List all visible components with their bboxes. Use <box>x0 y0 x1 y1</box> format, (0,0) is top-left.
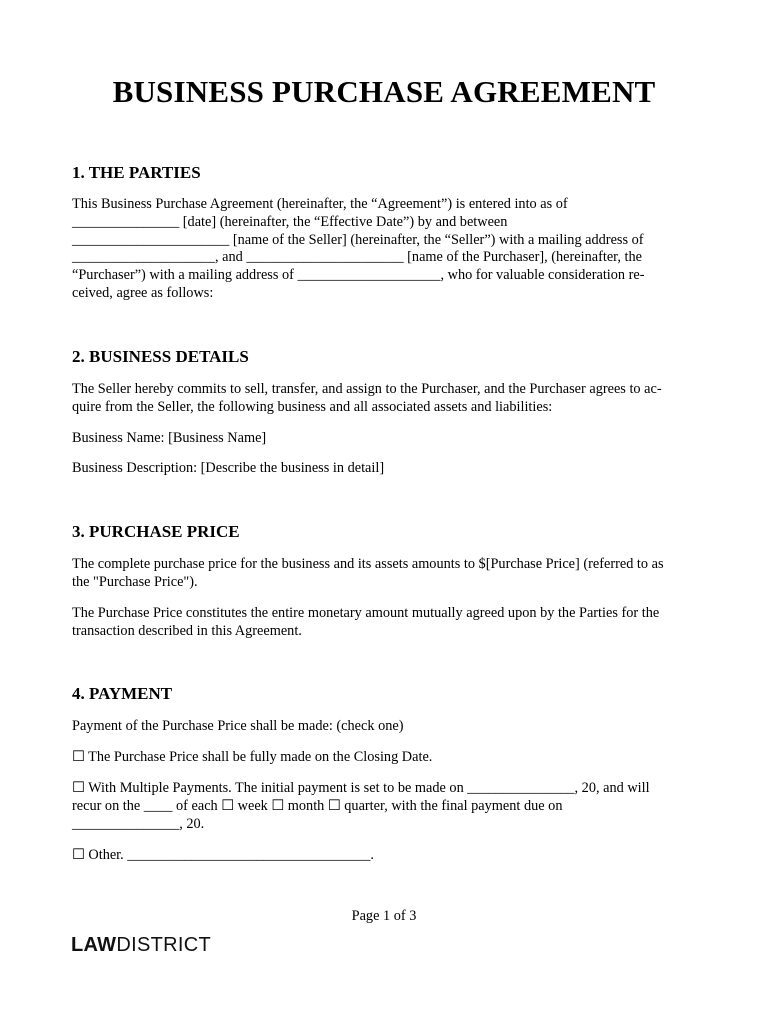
section-heading-purchase-price: 3. PURCHASE PRICE <box>72 522 240 541</box>
text-line: quire from the Seller, the following business and all associated assets and liabilities: <box>72 398 553 415</box>
business-description-line: Business Description: [Describe the business in detail] <box>72 460 385 476</box>
text-line: ____________________, and ______________________ [name of the Purchaser], (hereinafter, the <box>72 249 642 266</box>
logo-law-text: LAW <box>71 934 117 956</box>
section-heading-payment: 4. PAYMENT <box>72 684 173 703</box>
text-line: ceived, agree as follows: <box>72 284 214 301</box>
lawdistrict-logo <box>71 934 211 957</box>
text-line: ☐ With Multiple Payments. The initial payment is set to be made on _______________, 20, and will <box>72 780 650 796</box>
business-name-line: Business Name: [Business Name] <box>72 430 267 446</box>
purchase-price-paragraph-1 <box>72 556 698 592</box>
document-title: BUSINESS PURCHASE AGREEMENT <box>112 74 656 109</box>
text-line: ______________________ [name of the Seller] (hereinafter, the “Seller”) with a mailing address of <box>72 231 644 248</box>
section-heading-business-details: 2. BUSINESS DETAILS <box>72 347 249 366</box>
logo-district-text: DISTRICT <box>116 934 211 956</box>
text-line: transaction described in this Agreement. <box>72 622 302 639</box>
payment-option-full: ☐ The Purchase Price shall be fully made on the Closing Date. <box>72 749 433 765</box>
text-line: “Purchaser”) with a mailing address of ____________________, who for valuable consideration re- <box>72 267 645 284</box>
payment-option-other: ☐ Other. __________________________________. <box>72 847 374 863</box>
text-line: _______________ [date] (hereinafter, the “Effective Date”) by and between <box>72 213 508 230</box>
text-line: This Business Purchase Agreement (hereinafter, the “Agreement”) is entered into as of <box>72 196 568 212</box>
section-heading-parties: 1. THE PARTIES <box>72 163 201 182</box>
purchase-price-paragraph-2 <box>72 605 698 641</box>
text-line: The Purchase Price constitutes the entire monetary amount mutually agreed upon by the Parties for the <box>72 605 660 621</box>
parties-paragraph <box>72 196 698 303</box>
text-line: the "Purchase Price"). <box>72 573 198 590</box>
payment-option-multiple <box>72 780 698 833</box>
text-line: The complete purchase price for the business and its assets amounts to $[Purchase Price] (referred to as <box>72 556 664 572</box>
page-number: Page 1 of 3 <box>351 908 417 924</box>
text-line: _______________, 20. <box>72 815 205 832</box>
business-details-intro <box>72 381 698 417</box>
payment-intro: Payment of the Purchase Price shall be made: (check one) <box>72 718 404 734</box>
text-line: recur on the ____ of each ☐ week ☐ month ☐ quarter, with the final payment due on <box>72 797 563 814</box>
text-line: The Seller hereby commits to sell, transfer, and assign to the Purchaser, and the Purchaser agrees to ac- <box>72 381 662 397</box>
